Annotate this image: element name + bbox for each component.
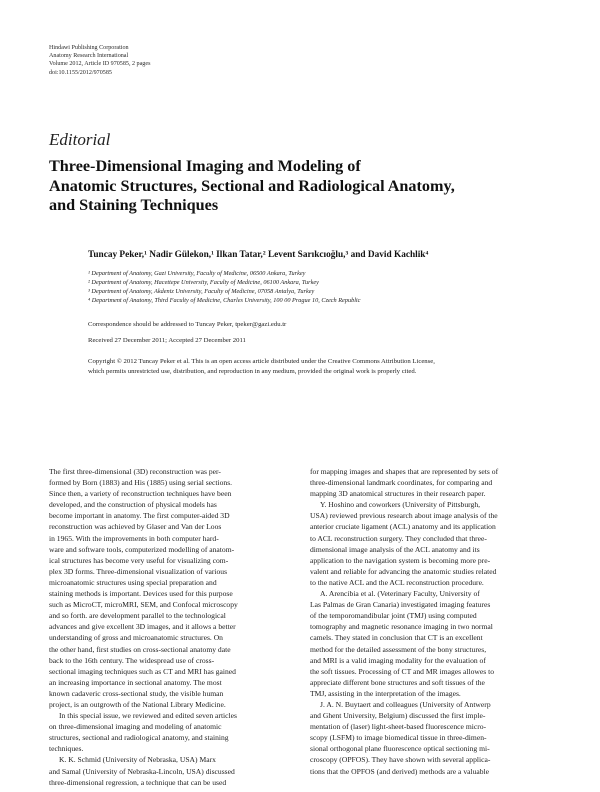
body-text-line: mapping 3D anatomical structures in their research paper.: [310, 489, 486, 499]
body-text-line: camels. They stated in conclusion that CT is an excellent: [310, 633, 483, 643]
body-text-line: ware and software tools, computerized modelling of anatom-: [49, 544, 235, 554]
body-text-line: techniques.: [49, 744, 84, 754]
body-text-line: J. A. N. Buytaert and colleagues (University of Antwerp: [320, 699, 491, 709]
body-text-line: scopy (LSFM) to image biomedical tissue in three-dimen-: [310, 733, 487, 743]
body-text-line: tomography and magnetic resonance imaging in two normal: [310, 622, 493, 632]
body-text-line: Las Palmas de Gran Canaria) investigated imaging features: [310, 600, 491, 610]
affiliation-item: ² Department of Anatomy, Hacettepe University, Faculty of Medicine, 06100 Ankara, Turkey: [88, 279, 319, 287]
body-text-line: plex 3D forms. Three-dimensional visualization of various: [49, 566, 228, 576]
body-text-line: appreciate different bone structures and soft tissues of the: [310, 677, 485, 687]
body-text-line: and so forth. are development parallel to the technological: [49, 611, 226, 621]
copyright-line: Copyright © 2012 Tuncay Peker et al. This is an open access article distributed under the Creative Commons Attribution License,: [88, 358, 435, 365]
body-text-line: TMJ, assisting in the interpretation of the images.: [310, 688, 461, 698]
volume-line: Volume 2012, Article ID 970585, 2 pages: [49, 61, 151, 68]
body-text-line: USA) reviewed previous research about image analysis of the: [310, 511, 498, 521]
body-text-line: structures, sectional and radiological anatomy, and staining: [49, 733, 229, 743]
doi-line: doi:10.1155/2012/970585: [49, 69, 112, 76]
affiliation-item: ³ Department of Anatomy, Akdeniz University, Faculty of Medicine, 07058 Antalya, Turkey: [88, 288, 315, 296]
body-text-line: back to the 16th century. The widespread use of cross-: [49, 655, 215, 665]
copyright-notice: [88, 357, 563, 376]
body-text-line: Since then, a variety of reconstruction techniques have been: [49, 489, 232, 499]
copyright-line: which permits unrestricted use, distribution, and reproduction in any medium, provided the original work is properly cited.: [88, 367, 417, 375]
body-text-line: and Samal (University of Nebraska-Lincoln, USA) discussed: [49, 766, 235, 776]
body-text-line: the soft tissues. Processing of CT and MR images allowes to: [310, 666, 494, 676]
received-accepted-dates: Received 27 December 2011; Accepted 27 December 2011: [88, 337, 246, 344]
body-text-line: sional orthogonal plane fluorescence optical sectioning mi-: [310, 744, 490, 754]
body-text-line: sectional imaging techniques such as CT and MRI has gained: [49, 666, 236, 676]
affiliations: [88, 269, 558, 305]
title-line: Three-Dimensional Imaging and Modeling of: [49, 157, 361, 175]
body-text-line: project, is an outgrowth of the National Library Medicine.: [49, 699, 226, 709]
correspondence-note: Correspondence should be addressed to Tuncay Peker, tpeker@gazi.edu.tr: [88, 321, 287, 328]
body-text-line: The first three-dimensional (3D) reconstruction was per-: [49, 467, 221, 476]
body-text-line: known cadaveric cross-sectional study, the visible human: [49, 688, 224, 698]
body-text-line: of the temporomandibular joint (TMJ) using computed: [310, 611, 477, 621]
body-text-line: developed, and the construction of physical models has: [49, 500, 217, 510]
publisher-line: Hindawi Publishing Corporation: [49, 45, 129, 51]
body-text-line: three-dimensional regression, a technique that can be used: [49, 777, 227, 787]
body-text-line: dimensional image analysis of the ACL anatomy and its: [310, 544, 480, 554]
body-text-line: and Ghent University, Belgium) discussed the first imple-: [310, 711, 486, 721]
body-text-line: croscopy (OPFOS). They have shown with several applica-: [310, 755, 491, 765]
body-text-line: and MRI is a valid imaging modality for the evaluation of: [310, 655, 486, 665]
body-text-line: three-dimensional landmark coordinates, for comparing and: [310, 478, 493, 488]
body-text-line: reconstruction was achieved by Glaser and Van der Loos: [49, 522, 222, 532]
body-text-line: to ACL reconstruction surgery. They concluded that three-: [310, 533, 487, 543]
affiliation-item: ¹ Department of Anatomy, Gazi University, Faculty of Medicine, 06500 Ankara, Turkey: [88, 270, 306, 277]
body-text-line: tions that the OPFOS (and derived) methods are a valuable: [310, 766, 490, 776]
body-text-line: on three-dimensional imaging and modeling of anatomic: [49, 722, 222, 732]
body-text-line: microanatomic structures using special preparation and: [49, 577, 217, 587]
body-text-line: method for the detailed assessment of the bony structures,: [310, 644, 487, 654]
journal-name-line: Anatomy Research International: [49, 53, 129, 60]
author-list: Tuncay Peker,¹ Nadir Gülekon,¹ Ilkan Tatar,² Levent Sarıkcıoğlu,³ and David Kachlik⁴: [88, 250, 429, 260]
body-text-line: to the native ACL and the ACL reconstruction procedure.: [310, 577, 484, 587]
body-text-line: become important in anatomy. The first computer-aided 3D: [49, 511, 230, 521]
body-text-line: valent and reliable for advancing the anatomic studies related: [310, 566, 497, 576]
body-text-line: application to the navigation system is becoming more pre-: [310, 555, 491, 565]
title-line: Anatomic Structures, Sectional and Radiological Anatomy,: [49, 176, 455, 195]
journal-header: [49, 44, 349, 77]
body-text-line: anterior cruciate ligament (ACL) anatomy and its application: [310, 522, 496, 532]
body-text-line: staining methods is important. Devices used for this purpose: [49, 589, 233, 599]
body-text-line: Y. Hoshino and coworkers (University of Pittsburgh,: [320, 500, 481, 510]
body-text-line: an increasing importance in sectional anatomy. The most: [49, 677, 222, 687]
title-line: and Staining Techniques: [49, 196, 219, 215]
section-label: Editorial: [49, 130, 111, 149]
affiliation-item: ⁴ Department of Anatomy, Third Faculty of Medicine, Charles University, 100 00 Prague 10, Czech Republic: [88, 297, 361, 305]
body-text-line: In this special issue, we reviewed and edited seven articles: [59, 711, 237, 721]
body-text-line: such as MicroCT, microMRI, SEM, and Confocal microscopy: [49, 600, 238, 610]
article-title: [49, 157, 569, 216]
body-text-line: K. K. Schmid (University of Nebraska, USA) Marx: [59, 755, 216, 765]
body-text-line: A. Arencibia et al. (Veterinary Faculty, University of: [320, 589, 480, 599]
body-text-line: ical structures has become very useful for visualizing com-: [49, 555, 229, 565]
body-text-line: for mapping images and shapes that are represented by sets of: [310, 467, 499, 476]
body-text-line: formed by Born (1883) and His (1885) using serial sections.: [49, 478, 233, 488]
body-text-line: in 1965. With the improvements in both computer hard-: [49, 533, 219, 543]
body-text-line: advances and give excellent 3D images, and it allows a better: [49, 622, 236, 632]
body-left-column: [49, 466, 295, 788]
body-right-column: [310, 466, 556, 777]
body-text-line: mentation of (laser) light-sheet-based fluorescence micro-: [310, 722, 487, 732]
body-text-line: the other hand, first studies on cross-sectional anatomy date: [49, 644, 231, 654]
body-text-line: understanding of gross and microanatomic structures. On: [49, 633, 223, 643]
